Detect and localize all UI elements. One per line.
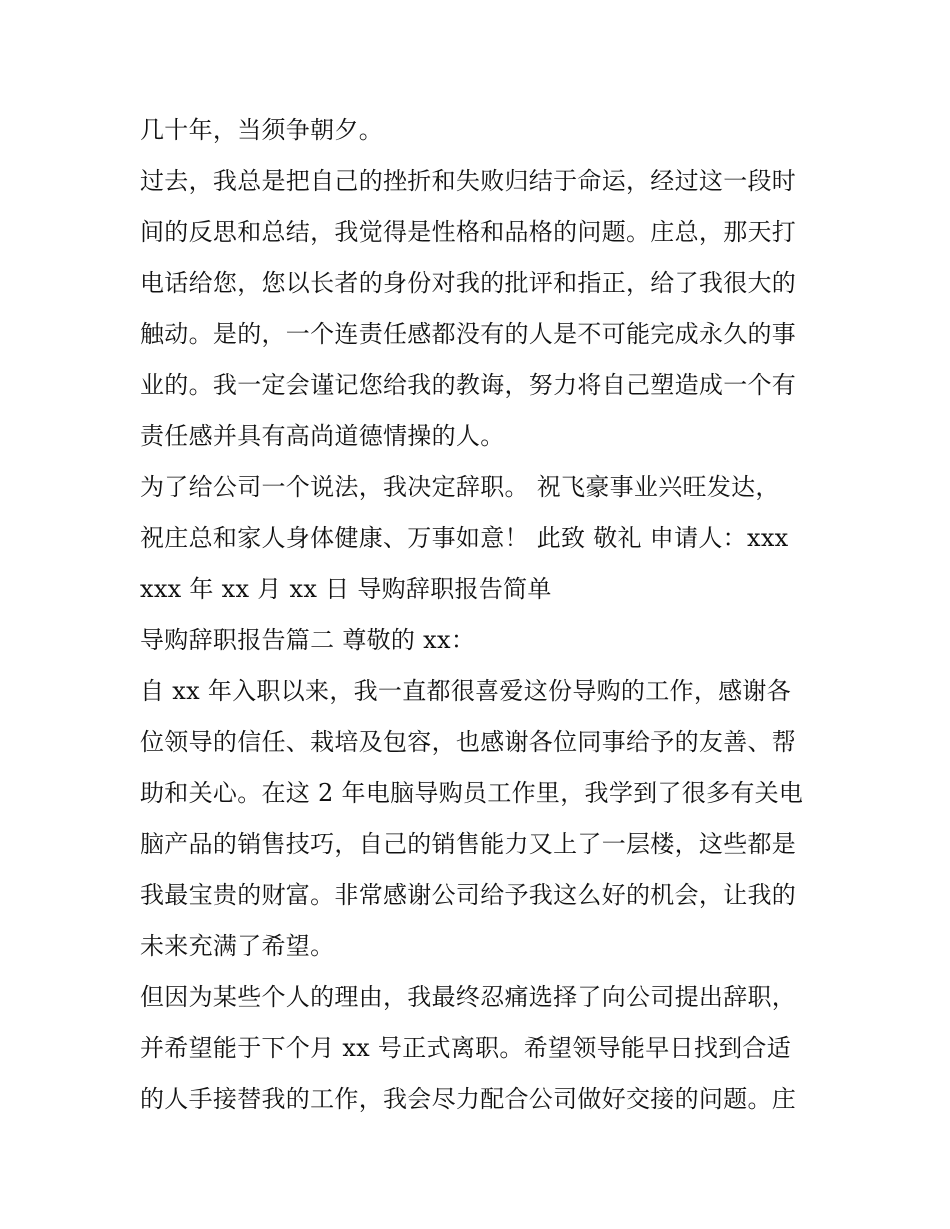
text-line: 未来充满了希望。 xyxy=(140,932,335,960)
text-line: 责任感并具有高尚道德情操的人。 xyxy=(140,422,505,450)
text-line: 并希望能于下个月 xx 号正式离职。希望领导能早日找到合适 xyxy=(140,1034,792,1062)
text-line: 业的。我一定会谨记您给我的教诲，努力将自己塑造成一个有 xyxy=(140,371,797,399)
text-line: 祝庄总和家人身体健康、万事如意！ 此致 敬礼 申请人：xxx xyxy=(140,524,789,552)
text-line: 电话给您，您以长者的身份对我的批评和指正，给了我很大的 xyxy=(140,269,797,297)
text-line: xxx 年 xx 月 xx 日 导购辞职报告简单 xyxy=(140,575,552,603)
text-line: 为了给公司一个说法，我决定辞职。 祝飞豪事业兴旺发达， xyxy=(140,473,780,501)
text-line: 脑产品的销售技巧，自己的销售能力又上了一层楼，这些都是 xyxy=(140,830,797,858)
text-line: 自 xx 年入职以来，我一直都很喜爱这份导购的工作，感谢各 xyxy=(140,677,792,705)
text-line: 的人手接替我的工作，我会尽力配合公司做好交接的问题。庄 xyxy=(140,1085,797,1113)
document-body xyxy=(140,105,830,1125)
section-heading: 导购辞职报告篇二 尊敬的 xx： xyxy=(140,626,476,654)
text-line: 但因为某些个人的理由，我最终忍痛选择了向公司提出辞职， xyxy=(140,983,797,1011)
text-line: 触动。是的，一个连责任感都没有的人是不可能完成永久的事 xyxy=(140,320,797,348)
text-line: 我最宝贵的财富。非常感谢公司给予我这么好的机会，让我的 xyxy=(140,881,797,909)
text-line: 助和关心。在这 2 年电脑导购员工作里，我学到了很多有关电 xyxy=(140,779,804,807)
text-line: 过去，我总是把自己的挫折和失败归结于命运，经过这一段时 xyxy=(140,167,797,195)
text-line: 位领导的信任、栽培及包容，也感谢各位同事给予的友善、帮 xyxy=(140,728,797,756)
text-line: 几十年，当须争朝夕。 xyxy=(140,116,383,144)
text-line: 间的反思和总结，我觉得是性格和品格的问题。庄总，那天打 xyxy=(140,218,797,246)
